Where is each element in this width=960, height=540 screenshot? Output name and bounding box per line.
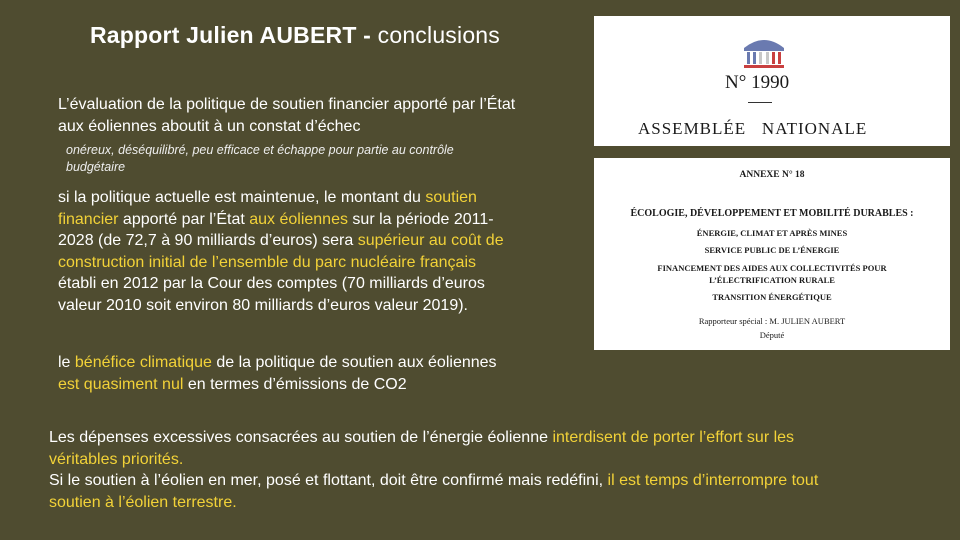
annexe-line-5: TRANSITION ÉNERGÉTIQUE: [712, 292, 832, 302]
assemblee-logo-icon: [740, 34, 788, 70]
para1-h2: aux éoliennes: [249, 210, 348, 228]
intro-text: L’évaluation de la politique de soutien financier apporté par l’État aux éoliennes aboutit à un constat d’échec: [58, 96, 516, 135]
annexe-role: Député: [759, 330, 785, 340]
doc-org: ASSEMBLÉE NATIONALE: [638, 119, 868, 138]
para2-s3: en termes d’émissions de CO2: [183, 375, 407, 393]
para2-h1: bénéfice climatique: [74, 354, 212, 371]
para1-h1: soutien financier: [58, 189, 477, 228]
annexe-number: ANNEXE N° 18: [739, 170, 805, 180]
para1-s2: apporté par l’État: [118, 210, 250, 228]
annexe-line-1: ÉNERGIE, CLIMAT ET APRÈS MINES: [696, 228, 848, 238]
para2-s2: de la politique de soutien aux éoliennes: [211, 354, 497, 371]
title-normal: conclusions: [371, 22, 500, 48]
annexe-cover-image: [594, 158, 950, 350]
para3-h1: interdisent de porter l’effort sur les véritables priorités.: [49, 429, 795, 468]
para1-s3: sur la période 2011-2028 (de 72,7 à 90 milliards d’euros) sera: [58, 210, 494, 249]
para3-s1: Les dépenses excessives consacrées au soutien de l’énergie éolienne: [49, 429, 553, 446]
para2-s1: le: [58, 354, 75, 371]
annexe-heading: ÉCOLOGIE, DÉVELOPPEMENT ET MOBILITÉ DURABLES :: [630, 208, 914, 219]
annexe-rapporteur: Rapporteur spécial : M. JULIEN AUBERT: [698, 316, 846, 326]
para1-h3: supérieur au coût de construction initial de l’ensemble du parc nucléaire français: [58, 232, 504, 271]
annexe-line-3: FINANCEMENT DES AIDES AUX COLLECTIVITÉS POUR: [657, 263, 887, 273]
title-bold: Rapport Julien AUBERT -: [90, 22, 372, 48]
annexe-line-2: SERVICE PUBLIC DE L’ÉNERGIE: [704, 245, 840, 255]
intro-note: onéreux, déséquilibré, peu efficace et échappe pour partie au contrôle budgétaire: [66, 143, 454, 174]
assemblee-nationale-cover-image: [594, 16, 950, 146]
para1-s4: établi en 2012 par la Cour des comptes (70 milliards d’euros valeur 2010 soit environ 80 milliards d’euros valeur 2019).: [58, 275, 485, 314]
annexe-line-4: L’ÉLECTRIFICATION RURALE: [709, 275, 835, 285]
para3-s2: Si le soutien à l’éolien en mer, posé et flottant, doit être confirmé mais redéfini,: [49, 472, 608, 489]
doc-divider: [748, 102, 772, 103]
doc-number: N° 1990: [725, 72, 790, 93]
paragraph-conclusion: [49, 427, 859, 513]
para3-h2: il est temps d’interrompre tout soutien à l’éolien terrestre.: [49, 472, 819, 511]
paragraph-cost: [58, 187, 518, 316]
para1-s1: si la politique actuelle est maintenue, le montant du: [58, 189, 426, 206]
slide-title: [90, 22, 500, 49]
para2-h2: est quasiment nul: [58, 375, 184, 393]
paragraph-climate: [58, 352, 508, 395]
